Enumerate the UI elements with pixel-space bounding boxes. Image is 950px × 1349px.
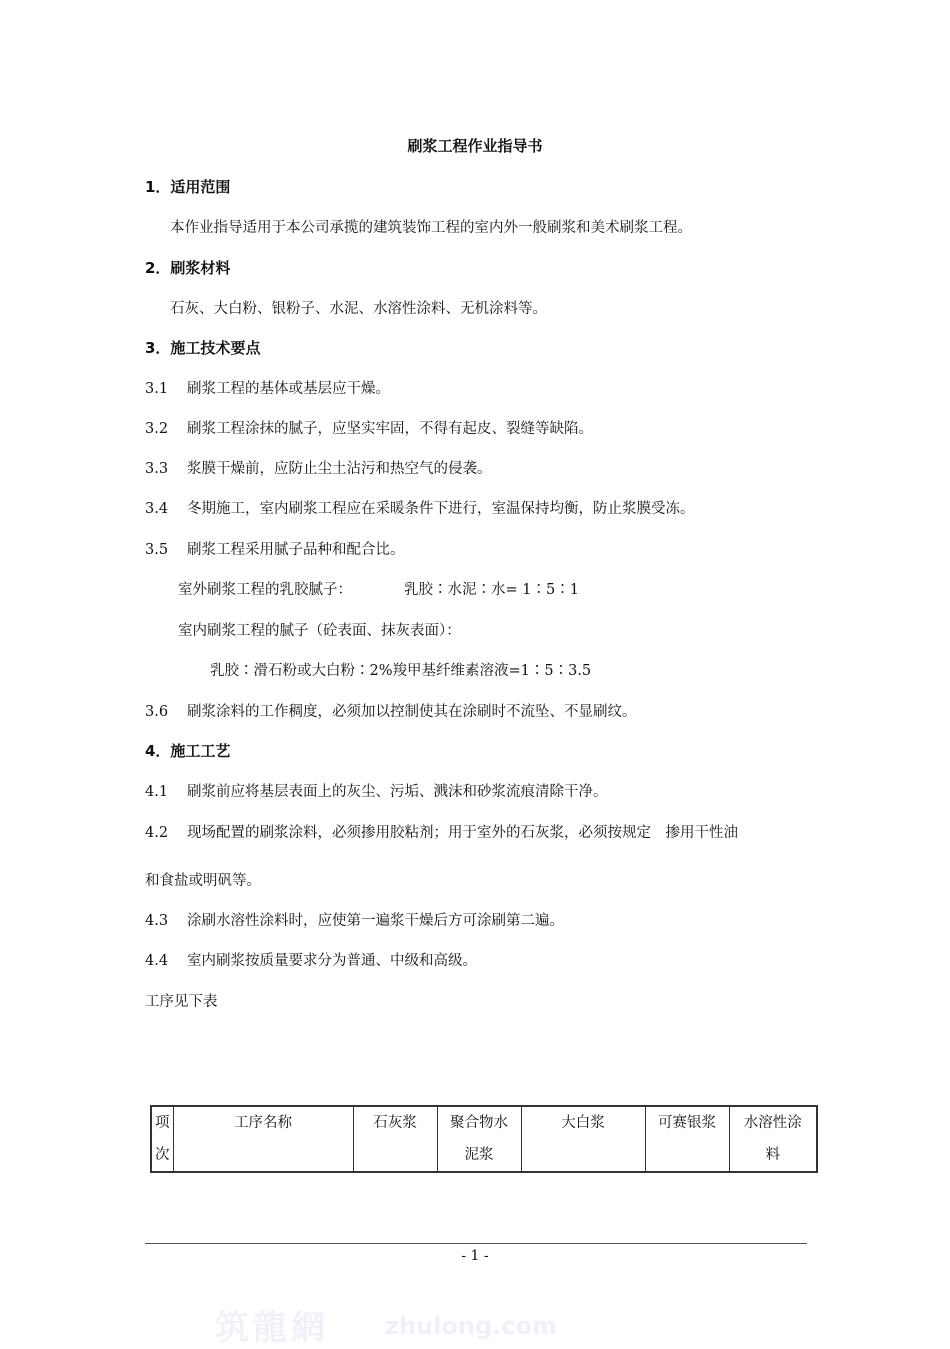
section-3-heading: 3．施工技术要点: [145, 339, 261, 357]
header-item-no: 项次: [151, 1106, 173, 1172]
section-4-heading: 4．施工工艺: [145, 742, 231, 760]
header-polymer-cement: 聚合物水泥浆: [437, 1106, 521, 1172]
item-text: 刷浆前应将基层表面上的灰尘、污垢、溅沫和砂浆流痕清除干净。: [187, 784, 608, 800]
item-number: 4.3: [145, 913, 169, 929]
list-item: [145, 909, 564, 930]
list-item: [145, 377, 390, 398]
item-number: 4.2: [145, 825, 169, 841]
item-text: 现场配置的刷浆涂料，必须掺用胶粘剂；用于室外的石灰浆，必须按规定 掺用干性油: [187, 825, 738, 841]
list-item: [145, 821, 738, 842]
section-1-heading: 1．适用范围: [145, 178, 231, 196]
item-number: 3.1: [145, 381, 169, 397]
item-text: 室内刷浆按质量要求分为普通、中级和高级。: [187, 953, 477, 969]
section-2-heading: 2．刷浆材料: [145, 259, 231, 277]
table-header-row: [151, 1106, 817, 1172]
list-item: [145, 457, 492, 478]
item-text: 刷浆涂料的工作稠度，必须加以控制使其在涂刷时不流坠、不显刷纹。: [187, 704, 637, 720]
list-item: [145, 417, 593, 438]
list-item-continuation: [145, 869, 261, 890]
list-item: [145, 538, 405, 559]
item-number: 4.1: [145, 784, 169, 800]
outdoor-putty-label: 室外刷浆工程的乳胶腻子：: [178, 582, 352, 598]
page-number: - 1 -: [461, 1248, 489, 1264]
header-water-soluble: 水溶性涂料: [729, 1106, 817, 1172]
section-2-body: 石灰、大白粉、银粉子、水泥、水溶性涂料、无机涂料等。: [170, 301, 547, 317]
footer-divider: [145, 1243, 807, 1244]
document-title: 刷浆工程作业指导书: [407, 137, 543, 155]
list-item: [145, 780, 608, 801]
item-number: 3.5: [145, 542, 169, 558]
section-1-body: 本作业指导适用于本公司承揽的建筑装饰工程的室内外一般刷浆和美术刷浆工程。: [170, 220, 692, 236]
item-number: 3.6: [145, 704, 169, 720]
item-number: 4.4: [145, 953, 169, 969]
item-number: 3.4: [145, 501, 169, 517]
list-item: [145, 700, 637, 721]
table-note: 工序见下表: [145, 994, 218, 1010]
header-casein-silver: 可赛银浆: [645, 1106, 729, 1172]
watermark-cn: 筑龍網: [215, 1308, 329, 1348]
item-text: 刷浆工程涂抹的腻子，应坚实牢固，不得有起皮、裂缝等缺陷。: [187, 421, 593, 437]
item-number: 3.2: [145, 421, 169, 437]
indoor-putty-ratio: 乳胶∶滑石粉或大白粉∶2%羧甲基纤维素溶液=1∶5∶3.5: [210, 663, 592, 679]
header-whiting-slurry: 大白浆: [521, 1106, 645, 1172]
item-text: 刷浆工程采用腻子品种和配合比。: [187, 542, 405, 558]
item-text: 和食盐或明矾等。: [145, 873, 261, 889]
process-table: [150, 1105, 818, 1173]
item-text: 涂刷水溶性涂料时，应使第一遍浆干燥后方可涂刷第二遍。: [187, 913, 564, 929]
list-item: [145, 497, 695, 518]
list-item: [145, 949, 477, 970]
indoor-putty-label: 室内刷浆工程的腻子（砼表面、抹灰表面）：: [178, 623, 461, 639]
header-lime-slurry: 石灰浆: [353, 1106, 437, 1172]
outdoor-putty-ratio: 乳胶∶水泥∶水= 1∶5∶1: [404, 582, 579, 598]
header-process-name: 工序名称: [173, 1106, 353, 1172]
item-text: 浆膜干燥前，应防止尘土沾污和热空气的侵袭。: [187, 461, 492, 477]
watermark-en: zhulong.com: [385, 1312, 557, 1340]
item-number: 3.3: [145, 461, 169, 477]
item-text: 冬期施工，室内刷浆工程应在采暖条件下进行，室温保持均衡，防止浆膜受冻。: [187, 501, 695, 517]
item-text: 刷浆工程的基体或基层应干燥。: [187, 381, 390, 397]
